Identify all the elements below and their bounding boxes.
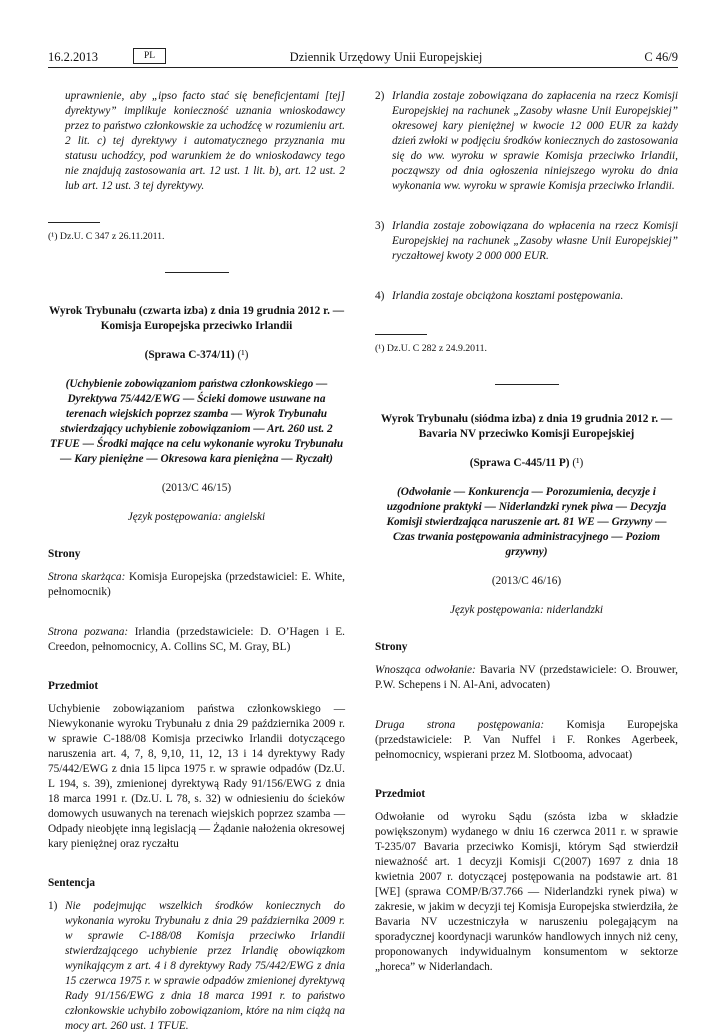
footnote-rule xyxy=(48,222,100,223)
subject-text: Odwołanie od wyroku Sądu (szósta izba w składzie powiększonym) wydanego w dniu 16 czerwca 2011 r. w sprawie T-235/07 Bavaria przeciwko Komisji, którym Sąd stwierdził nieważność art. 1 decyzji Komisji C(2007) 1697 z dnia 18 kwietnia 2007 r. dotyczącej postępowania na podstawie art. 81 [WE] (sprawa COMP/B/37.766 — Niderlandzki rynek piwa) w zakresie, w jakim w decyzji tej Komisja Europejska stwierdziła, że Bavaria NV uczestniczyła w naruszeniu polegającym na sporadycznej koordynacji warunków handlowych innych niż ceny, proponowanych indywidualnym konsumentom w sektorze „horeca” w Niderlandach. xyxy=(375,811,678,973)
language-badge: PL xyxy=(133,48,166,64)
defendant-label: Strona pozwana: xyxy=(48,626,129,638)
ruling-point-2 xyxy=(375,89,678,194)
ruling-point-text: Nie podejmując wszelkich środków koniecznych do wykonania wyroku Trybunału z dnia 29 października 2009 r. w sprawie C-188/08 Komisja przeciwko Irlandii stwierdzającego uchybienie przez Irlandię obowiązkom wynikającym z art. 4 i 8 dyrektywy Rady 75/442/EWG z dnia 15 czerwca 1975 r. w sprawie odpadów zmienionej dyrektywą Rady 91/156/EWG z dnia 18 marca 1991 r. to państwo członkowskie uchybiło zobowiązaniom, które na nim ciążą na mocy art. 260 ust. 1 TFUE. xyxy=(65,900,345,1032)
applicant-text: Komisja Europejska (przedstawiciel: E. White, pełnomocnik) xyxy=(48,571,345,598)
ruling-point-3 xyxy=(375,219,678,264)
judgment-title: Wyrok Trybunału (czwarta izba) z dnia 19 grudnia 2012 r. — Komisja Europejska przeciwko Irlandii xyxy=(48,305,345,332)
continued-text: uprawnienie, aby „ipso facto stać się beneficjentami [tej] dyrektywy” implikuje konieczność uznania wnioskodawcy przez to państwo członkowskie za uchodźcę w rozumieniu art. 2 lit. c) tej dyrektywy i automatycznego przyznania mu statusu uchodźcy, pod warunkiem że do wnioskodawcy tego nie znajdują zastosowania art. 12 ust. 1 lit. b), art. 12 ust. 2 lub art. 12 ust. 3 tej dyrektywy. xyxy=(65,90,345,192)
ruling-point-text: Irlandia zostaje zobowiązana do wpłacenia na rzecz Komisji Europejskiej na rachunek „Zasoby własne Unii Europejskiej” ryczałtowej kwoty 2 000 000 EUR. xyxy=(392,220,678,262)
judgment-title: Wyrok Trybunału (siódma izba) z dnia 19 grudnia 2012 r. — Bavaria NV przeciwko Komisji Europejskiej xyxy=(380,413,673,440)
appellant-label: Wnosząca odwołanie: xyxy=(375,664,476,676)
case-footnote-ref: (¹) xyxy=(237,349,249,361)
subject-text: Uchybienie zobowiązaniom państwa członkowskiego — Niewykonanie wyroku Trybunału z dnia 29 października 2009 r. w sprawie C-188/08 Komisja przeciwko Irlandii dotyczącego naruszenia art. 4, 7, 8, 9,10, 11, 12, 13 i 14 dyrektywy Rady 75/442/EWG z dnia 15 lipca 1975 r. w sprawie odpadów (Dz.U. L 194, s. 39), zmienionej dyrektywą Rady 91/156/EWG z dnia 18 marca 1991 r. (Dz.U. L 78, s. 32) w odniesieniu do ścieków domowych usuwanych na terenach wiejskich poprzez szamba — Odpady nieobjęte inną legislacją — Żądanie nałożenia okresowej kary pieniężnej oraz ryczałtu xyxy=(48,703,345,850)
ruling-point-number: 1) xyxy=(48,900,58,912)
other-party xyxy=(375,718,678,763)
oj-reference: (2013/C 46/16) xyxy=(491,575,562,587)
ruling-point-1 xyxy=(48,899,345,1034)
subject-heading: Przedmiot xyxy=(375,788,426,800)
case-number xyxy=(48,348,345,363)
appellant-text: Bavaria NV (przedstawiciele: O. Brouwer, P.W. Schepens i N. Al-Ani, advocaten) xyxy=(375,664,679,691)
subject-heading: Przedmiot xyxy=(48,680,99,692)
other-party-text: Komisja Europejska (przedstawiciele: P. Van Nuffel i F. Ronkes Agerbeek, pełnomocnicy, wspierani przez M. Slotbooma, advocaat) xyxy=(375,719,678,761)
footnote-text: Dz.U. C 282 z 24.9.2011. xyxy=(386,343,487,354)
other-party-label: Druga strona postępowania: xyxy=(375,719,545,731)
defendant-text: Irlandia (przedstawiciele: D. O’Hagen i E. Creedon, pełnomocnicy, A. Collins SC, M. Gray, BL) xyxy=(48,626,345,653)
case-number-text: (Sprawa C-445/11 P) xyxy=(469,457,570,469)
appellant xyxy=(375,663,678,693)
footnote xyxy=(48,229,345,244)
keywords: (Odwołanie — Konkurencja — Porozumienia, decyzje i uzgodnione praktyki — Niderlandzki rynek piwa — Decyzja Komisji stwierdzająca naruszenie art. 81 WE — Grzywny — Czas trwania postępowania administracyjnego — Poziom grzywny) xyxy=(386,486,667,558)
case-number xyxy=(375,456,678,471)
left-column xyxy=(48,89,345,1034)
applicant xyxy=(48,570,345,600)
keywords: (Uchybienie zobowiązaniom państwa członkowskiego — Dyrektywa 75/442/EWG — Ścieki domowe usuwane na terenach wiejskich poprzez szamba — Wyrok Trybunału stwierdzający uchybienie zobowiązaniom — Art. 260 ust. 2 TFUE — Środki mające na celu wykonanie wyroku Trybunału — Kary pieniężne — Okresowa kara pieniężna — Ryczałt) xyxy=(49,378,344,465)
oj-reference: (2013/C 46/15) xyxy=(161,482,232,494)
footnote-mark: (¹) xyxy=(48,231,58,242)
ruling-point-number: 4) xyxy=(375,290,385,302)
ruling-point-text: Irlandia zostaje zobowiązana do zapłacenia na rzecz Komisji Europejskiej na rachunek „Zasoby własne Unii Europejskiej” okresowej kary pieniężnej w kwocie 12 000 EUR za każdy dzień zwłoki w podjęciu środków koniecznych do zastosowania się do ww. wyroku w sprawie Komisja przeciwko Irlandii, począwszy od dnia ogłoszenia niniejszego wyroku do dnia wykonania ww. wyroku w sprawie Komisja przeciwko Irlandii. xyxy=(392,90,678,192)
footnote-rule xyxy=(375,334,427,335)
footnote-text: Dz.U. C 347 z 26.11.2011. xyxy=(59,231,165,242)
language-of-case: Język postępowania: niderlandzki xyxy=(449,604,604,616)
ruling-point-4 xyxy=(375,289,678,304)
ruling-point-text: Irlandia zostaje obciążona kosztami postępowania. xyxy=(392,290,624,302)
footnote-mark: (¹) xyxy=(375,343,385,354)
right-column xyxy=(375,89,678,975)
publication-date: 16.2.2013 xyxy=(48,50,98,64)
ruling-heading: Sentencja xyxy=(48,877,96,889)
ruling-point-number: 2) xyxy=(375,90,385,102)
footnote xyxy=(375,341,678,356)
case-number-text: (Sprawa C-374/11) xyxy=(144,349,235,361)
journal-title: Dziennik Urzędowy Unii Europejskiej xyxy=(289,50,483,64)
case-footnote-ref: (¹) xyxy=(572,457,584,469)
parties-heading: Strony xyxy=(375,641,408,653)
section-separator xyxy=(495,384,559,385)
page-number: C 46/9 xyxy=(644,50,678,64)
ruling-point-number: 3) xyxy=(375,220,385,232)
language-of-case: Język postępowania: angielski xyxy=(127,511,266,523)
header-rule xyxy=(48,67,678,68)
defendant xyxy=(48,625,345,655)
section-separator xyxy=(165,272,229,273)
parties-heading: Strony xyxy=(48,548,81,560)
applicant-label: Strona skarżąca: xyxy=(48,571,126,583)
